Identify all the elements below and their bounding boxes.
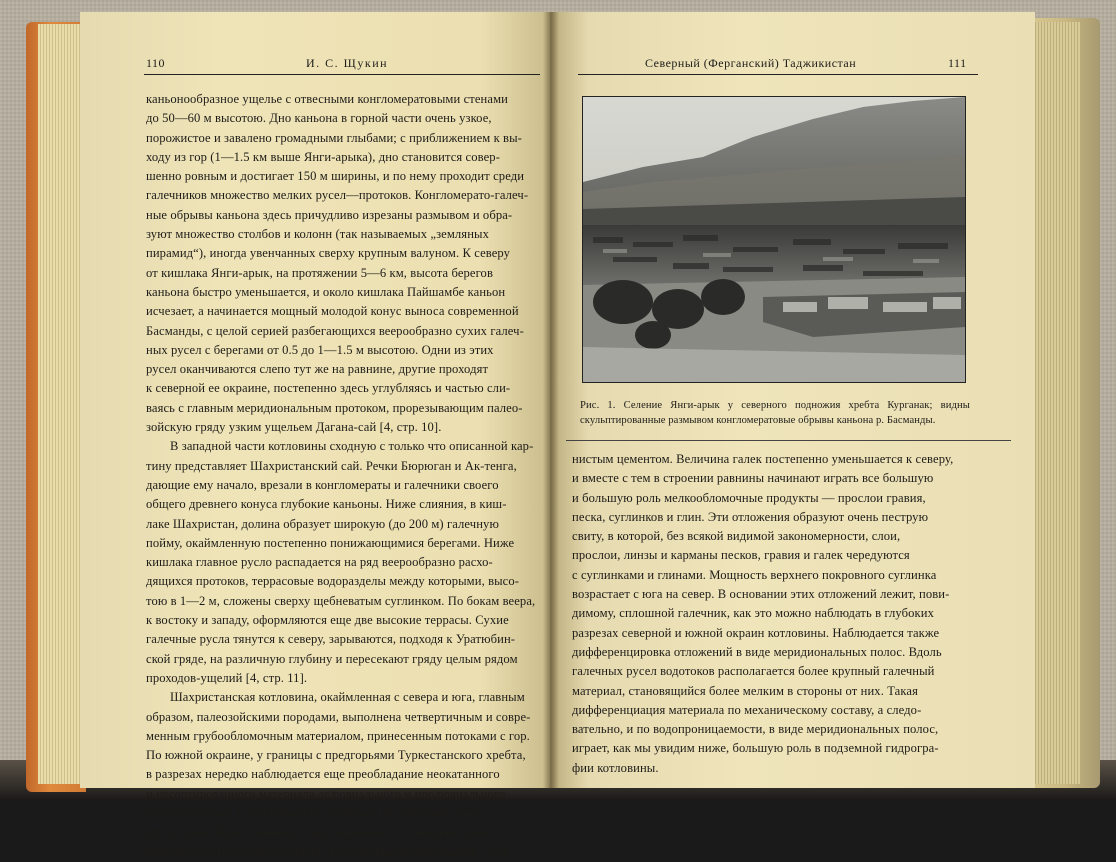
left-running-head: И. С. Щукин [306, 56, 389, 70]
text-line: русел оканчиваются слепо тут же на равнине, другие проходят [146, 362, 489, 377]
text-line: свиту, в которой, без всякой видимой закономерности, слои, [572, 529, 901, 544]
text-line: ской гряде, на различную глубину и пересекают гряду целым рядом [146, 651, 518, 666]
text-line: По южной окраине, у границы с предгорьями Туркестанского хребта, [146, 748, 526, 763]
text-line: кишлака главное русло распадается на ряд веерообразно расхо- [146, 555, 493, 570]
text-line: исчезает, а начинается мощный молодой конус выноса современной [146, 304, 519, 319]
text-line: В западной части котловины сходную с только что описанной кар- [170, 439, 534, 454]
text-line: лаке Шахристан, долина образует широкую (до 200 м) галечную [146, 516, 499, 531]
text-line: фии котловины. [572, 760, 659, 775]
text-line: материал, становящийся более мелким в стороны от них. Такая [572, 683, 918, 698]
text-line: пирамид“), иногда увенчанных сверху крупным валуном. К северу [146, 246, 511, 261]
caption-divider [566, 440, 1011, 441]
text-line: возрастает с юга на север. В основании этих отложений лежит, пови- [572, 587, 950, 602]
text-line: общего древнего конуса глубокие каньоны. Ниже слияния, в киш- [146, 497, 507, 512]
village-landscape-photo [583, 97, 965, 382]
text-line: и вместе с тем в строении равнины начинают играть все большую [572, 471, 934, 486]
right-body-text [572, 450, 1002, 778]
text-line: разрезах северной и южной окраин котловины. Наблюдается также [572, 625, 940, 640]
text-line: к востоку и западу, оформляются еще две высокие террасы. Сухие [146, 613, 509, 628]
text-line: тою в 1—2 м, сложены сверху щебневатым суглинком. По бокам веера, [146, 593, 536, 608]
page-edges-right [1030, 22, 1080, 784]
text-line: от кишлака Янги-арык, на протяжении 5—6 км, высота берегов [146, 265, 494, 280]
text-line: играет, как мы увидим ниже, большую роль в подземной гидрогра- [572, 741, 939, 756]
text-line: дающие ему начало, врезали в конгломераты и галечники своего [146, 477, 499, 492]
text-line: порожистое и завалено громадными глыбами; с приближением к вы- [146, 130, 522, 145]
text-line: дифференциация материала по механическому составу, а следо- [572, 702, 922, 717]
text-line: Басманды, с целой серией разбегающихся веерообразно сухих галеч- [146, 323, 524, 338]
left-page [80, 12, 550, 859]
text-line: образом, палеозойскими породами, выполнена четвертичным и совре- [146, 709, 531, 724]
text-line: зойскую гряду узким ущельем Дагана-сай [4, стр. 10]. [146, 420, 442, 435]
text-line: галечников множество мелких русел—протоков. Конгломерато-галеч- [146, 188, 529, 203]
text-line: шенно ровным и достигает 150 м ширины, и по нему проходит среди [146, 169, 525, 184]
text-line: дящихся протоков, террасовые водоразделы между которыми, высо- [146, 574, 520, 589]
text-line: ходу из гор (1—1.5 км выше Янги-арыка), дно становится совер- [146, 149, 500, 164]
text-line: дифференцировка отложений в виде меридиональных полос. Вдоль [572, 644, 942, 659]
text-line: нистым цементом. Величина галек постепенно уменьшается к северу, [572, 452, 954, 466]
text-line: ные обрывы каньона здесь причудливо изрезаны размывом и обра- [146, 207, 513, 222]
text-line: галечные русла тянутся к северу, зарываются, подходя к Уратюбин- [146, 632, 516, 647]
text-line: галечных русел водотоков располагается более крупный галечный [572, 664, 935, 679]
text-line: менным грубообломочным материалом, принесенным потоками с гор. [146, 728, 530, 743]
text-line: ных русел с берегами от 0.5 до 1—1.5 м высотою. Одни из этих [146, 342, 494, 357]
text-line: Шахристанская котловина, окаймленная с севера и юга, главным [170, 690, 525, 705]
text-line: с суглинками и глинами. Мощность верхнего покровного суглинка [572, 567, 937, 582]
text-line: каньона быстро уменьшается, и около кишлака Пайшамбе каньон [146, 284, 506, 299]
text-line: проходов-ущелий [4, стр. 11]. [146, 670, 308, 685]
text-line: и несортированного материала делювиального и пролювиального [146, 786, 506, 801]
figure-caption: Рис. 1. Селение Янги-арык у северного подножия хребта Курганак; видны скульптированные размывом конгломератовые обрывы каньона р. Басманды. [580, 400, 970, 426]
right-page-number: 111 [948, 56, 967, 70]
text-line: пойму, окаймленную постепенно понижающимися берегами. Ниже [146, 535, 515, 550]
text-line: ваясь с главным меридиональным протоком, прорезывающим палео- [146, 400, 523, 415]
text-line: прослои, линзы и карманы песков, гравия и галек чередуются [572, 548, 910, 563]
text-line: происхождения. С удалением от подошвы гор, обломки стано- [146, 805, 487, 820]
text-line: зуют множество столбов и колонн (так называемых „земляных [146, 227, 489, 242]
page-edges-left [38, 24, 86, 784]
text-line: в разрезах нередко наблюдается еще преобладание неокатанного [146, 767, 500, 782]
figure-photo [582, 96, 966, 383]
text-line: и большую роль мелкообломочные продукты — прослои гравия, [572, 490, 926, 505]
text-line: вательно, и по водопроницаемости, в виде меридиональных полос, [572, 722, 939, 737]
text-line: вятся более обработанными, округленными, и отложения прио- [146, 825, 493, 840]
text-line: до 50—60 м высотою. Дно каньона в горной части очень узкое, [146, 111, 492, 126]
right-running-head: Северный (Ферганский) Таджикистан [645, 56, 857, 70]
text-line: бретают вид галечников, иногда уплотненных в конгломерат с гли- [146, 844, 512, 859]
right-page [550, 12, 1035, 788]
text-line: песка, суглинков и глин. Эти отложения образуют очень пеструю [572, 509, 929, 524]
text-line: димому, сплошной галечник, как это можно наблюдать в глубоких [572, 606, 935, 621]
book-gutter [543, 12, 559, 788]
text-line: каньонообразное ущелье с отвесными конгломератовыми стенами [146, 92, 508, 106]
text-line: тину представляет Шахристанский сай. Речки Бюрюган и Ак-тенга, [146, 458, 517, 473]
text-line: к северной ее окраине, постепенно здесь углубляясь и частью сли- [146, 381, 511, 396]
left-header-rule [144, 74, 540, 75]
left-body-text [146, 90, 538, 862]
right-header-rule [578, 74, 978, 75]
left-page-number: 110 [146, 56, 166, 70]
